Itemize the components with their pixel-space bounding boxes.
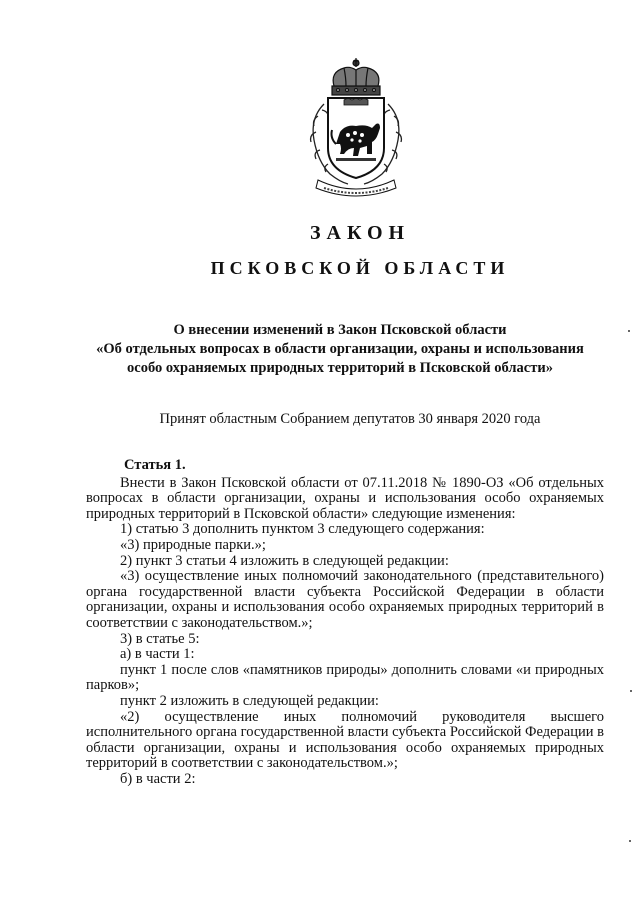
paragraph: б) в части 2: <box>120 770 196 787</box>
paragraph: а) в части 1: <box>120 646 195 663</box>
paragraph: 3) в статье 5: <box>120 630 200 647</box>
paragraph: 2) пункт 3 статьи 4 изложить в следующей редакции: <box>120 552 449 569</box>
paragraph: «3) осуществление иных полномочий законодательного (представительного) органа государственной власти субъекта Российской Федерации в области организации, охраны и использования особо охраняемых природных территорий в соответствии с законодательством.»; <box>86 568 604 631</box>
law-title <box>60 321 620 378</box>
scan-speck <box>628 330 630 332</box>
region-heading: ПСКОВСКОЙ ОБЛАСТИ <box>210 258 510 278</box>
crown-icon <box>332 58 380 95</box>
paragraph: 1) статью 3 дополнить пунктом 3 следующего содержания: <box>120 521 485 538</box>
law-heading: ЗАКОН <box>309 222 411 244</box>
title-line: «Об отдельных вопросах в области организации, охраны и использования <box>96 341 584 357</box>
title-line: особо охраняемых природных территорий в Псковской области» <box>127 360 553 376</box>
paragraph: «3) природные парки.»; <box>120 536 266 553</box>
title-line: О внесении изменений в Закон Псковской области <box>173 322 507 338</box>
article-heading: Статья 1. <box>124 457 186 473</box>
ribbon <box>316 180 396 196</box>
paragraph: Внести в Закон Псковской области от 07.11.2018 № 1890-ОЗ «Об отдельных вопросах в области организации, охраны и использования особо охраняемых природных территорий в Псковской области» следующие изменения: <box>86 474 604 522</box>
paragraph: пункт 2 изложить в следующей редакции: <box>120 692 379 709</box>
scan-speck <box>630 690 632 692</box>
law-body <box>86 458 604 787</box>
coat-of-arms-icon <box>300 58 412 198</box>
scan-speck <box>629 840 631 842</box>
adoption-line: Принят областным Собранием депутатов 30 января 2020 года <box>159 411 541 427</box>
coat-of-arms-emblem <box>300 58 412 198</box>
paragraph: «2) осуществление иных полномочий руководителя высшего исполнительного органа государственной власти субъекта Российской Федерации в области организации, охраны и использования особо охраняемых природных территорий в соответствии с законодательством.»; <box>86 708 604 772</box>
paragraph: пункт 1 после слов «памятников природы» дополнить словами «и природных парков»; <box>86 661 604 694</box>
